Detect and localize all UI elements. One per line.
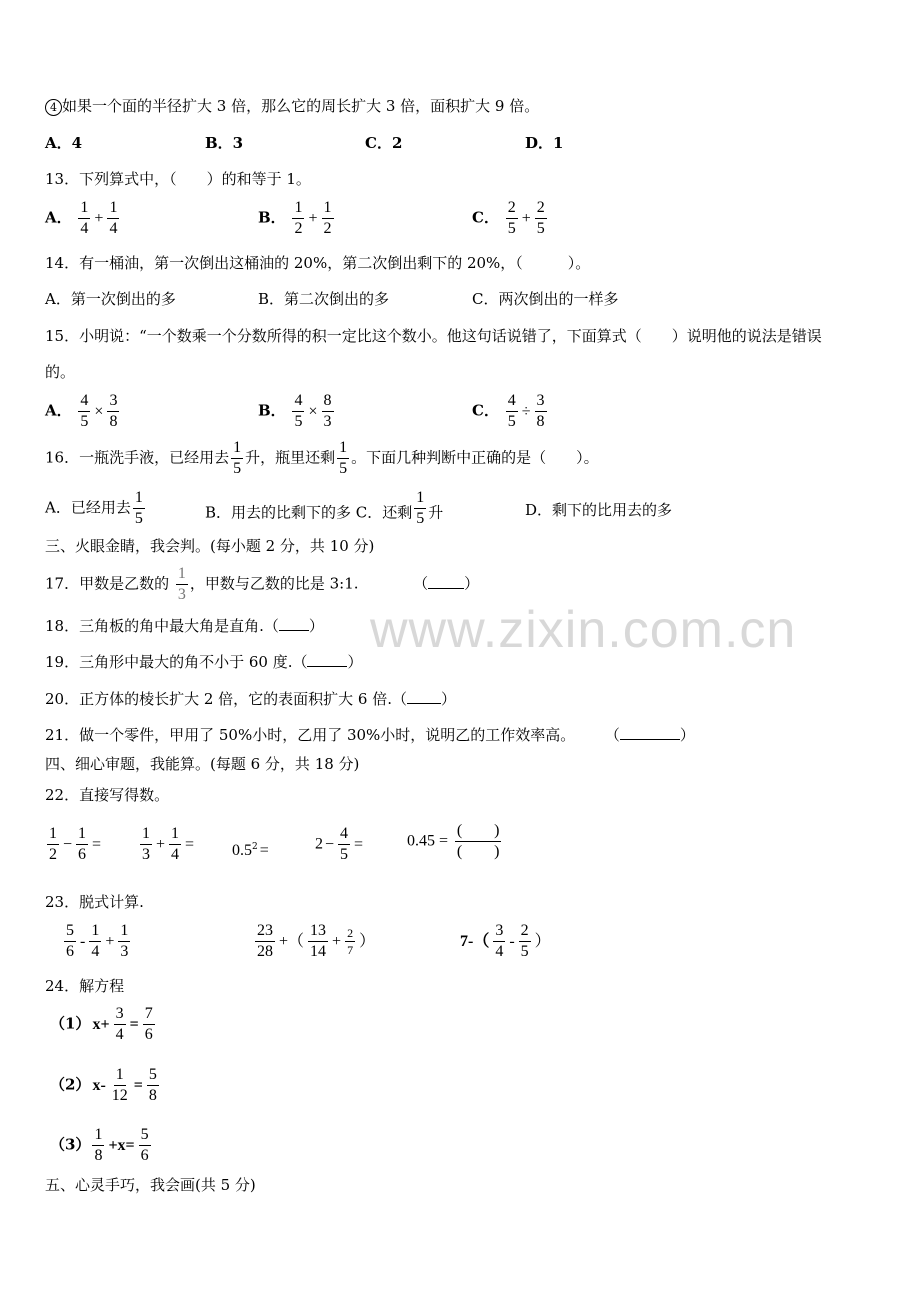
q24-stem: 24．解方程 [45, 977, 125, 995]
q23-expr-1: $\frac{5}{6}$ - $\frac{1}{4}$ + $\frac{1}{3}$ [66, 922, 129, 960]
q15-option-a[interactable]: A． $\frac{4}{5}$ × $\frac{3}{8}$ [45, 392, 118, 430]
q17: 17．甲数是乙数的 $\frac{1}{3}$ ，甲数与乙数的比是 3:1. （ ） [45, 565, 480, 603]
q13-option-a[interactable]: A． $\frac{1}{4}$ + $\frac{1}{4}$ [45, 199, 118, 237]
q24-eq-3: （3） $\frac{1}{8}$ +x= $\frac{5}{6}$ [50, 1126, 149, 1164]
q12-option-b[interactable]: B．3 [205, 134, 244, 152]
section-3-heading: 三、火眼金睛，我会判。(每小题 2 分，共 10 分) [45, 537, 375, 555]
q15-option-c[interactable]: C． $\frac{4}{5}$ ÷ $\frac{3}{8}$ [472, 392, 545, 430]
q12-option-c[interactable]: C．2 [365, 134, 403, 152]
q17-answer-blank[interactable] [428, 574, 464, 589]
q22-expr-5: 0.45 = $\frac{( )}{( )}$ [407, 822, 500, 860]
q16-option-bc[interactable]: B．用去的比剩下的多 C．还剩 $\frac{1}{5}$ 升 [205, 489, 444, 527]
q23-expr-3: 7-（ $\frac{3}{4}$ - $\frac{2}{5}$ ） [460, 922, 551, 960]
watermark: www.zixin.com.cn [370, 601, 797, 659]
answer-denominator-blank[interactable]: ( ) [456, 843, 500, 860]
q16-option-a[interactable]: A．已经用去 $\frac{1}{5}$ [45, 489, 143, 527]
q15-option-b[interactable]: B． $\frac{4}{5}$ × $\frac{8}{3}$ [258, 392, 332, 430]
q18: 18．三角板的角中最大角是直角.（ ） [45, 617, 324, 635]
q22-expr-3: $0.5^2$ = [232, 842, 269, 859]
q20-answer-blank[interactable] [407, 689, 441, 704]
q20: 20．正方体的棱长扩大 2 倍，它的表面积扩大 6 倍.（ ） [45, 690, 457, 708]
section-4-heading: 四、细心审题，我能算。(每题 6 分，共 18 分) [45, 755, 360, 773]
q13-option-c[interactable]: C． $\frac{2}{5}$ + $\frac{2}{5}$ [472, 199, 545, 237]
q15-stem: 15．小明说：“一个数乘一个分数所得的积一定比这个数小。他这句话说错了，下面算式（ ）说明他的说法是错误 [45, 327, 822, 345]
q22-expr-1: $\frac{1}{2}$ − $\frac{1}{6}$ = [49, 825, 102, 863]
q22-expr-2: $\frac{1}{3}$ + $\frac{1}{4}$ = [142, 825, 195, 863]
q14-option-b[interactable]: B．第二次倒出的多 [258, 290, 390, 308]
answer-numerator-blank[interactable]: ( ) [455, 823, 502, 842]
q14-stem: 14．有一桶油，第一次倒出这桶油的 20%，第二次倒出剩下的 20%，（ ）。 [45, 254, 591, 272]
q12-statement-4 [45, 97, 539, 116]
q13-option-b[interactable]: B． $\frac{1}{2}$ + $\frac{1}{2}$ [258, 199, 332, 237]
q21-answer-blank[interactable] [620, 725, 680, 740]
statement-text: 如果一个面的半径扩大 3 倍，那么它的周长扩大 3 倍，面积扩大 9 倍。 [62, 97, 540, 115]
q13-stem: 13．下列算式中，（ ）的和等于 1。 [45, 170, 311, 188]
q14-option-c[interactable]: C．两次倒出的一样多 [472, 290, 619, 308]
q12-option-a[interactable]: A．4 [45, 134, 83, 152]
q18-answer-blank[interactable] [279, 616, 309, 631]
q23-stem: 23．脱式计算. [45, 893, 144, 911]
q21: 21．做一个零件，甲用了 50%小时，乙用了 30%小时，说明乙的工作效率高。 （ ） [45, 726, 695, 744]
q14-option-a[interactable]: A．第一次倒出的多 [45, 290, 176, 308]
section-5-heading: 五、心灵手巧，我会画(共 5 分) [45, 1176, 256, 1194]
circled-number: 4 [45, 99, 62, 116]
q15-stem-cont: 的。 [45, 363, 76, 381]
q16-option-d[interactable]: D．剩下的比用去的多 [525, 501, 673, 519]
q19: 19．三角形中最大的角不小于 60 度.（ ） [45, 653, 363, 671]
q19-answer-blank[interactable] [307, 652, 347, 667]
q24-eq-2: （2） x- $\frac{1}{12}$ = $\frac{5}{8}$ [50, 1066, 157, 1104]
q22-stem: 22．直接写得数。 [45, 786, 170, 804]
q16-stem: 16．一瓶洗手液，已经用去 $\frac{1}{5}$ 升，瓶里还剩 $\frac{1}{5}$ 。下面几种判断中正确的是（ ）。 [45, 439, 599, 477]
q23-expr-2: $\frac{23}{28}$ +（ $\frac{13}{14}$ + $\frac{2}{7}$ ） [257, 922, 376, 960]
q22-expr-4: 2 − $\frac{4}{5}$ = [315, 825, 364, 863]
q24-eq-1: （1） x+ $\frac{3}{4}$ = $\frac{7}{6}$ [50, 1005, 153, 1043]
q12-option-d[interactable]: D．1 [525, 134, 564, 152]
